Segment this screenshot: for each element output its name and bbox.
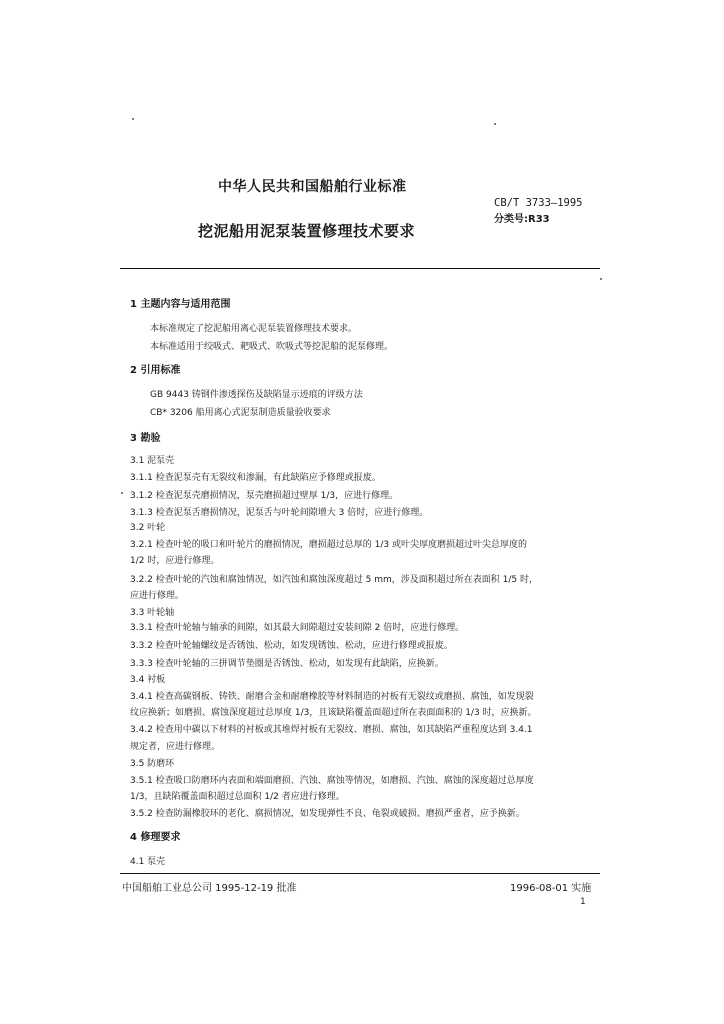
scan-speck [600,278,602,280]
approval-line: 中国船舶工业总公司 1995-12-19 批准 [122,883,297,894]
clause-text: 3.4.2 检查用中碳以下材料的衬板或其堆焊衬板有无裂纹、磨损、腐蚀，如其缺陷严重程度达到 3.4.1 [130,725,533,735]
scan-speck [121,492,123,494]
section-4-heading: 4 修理要求 [130,832,181,843]
standard-code: CB/T 3733—1995 [494,197,583,209]
reference-item: CB* 3206 船用离心式泥泵制造质量验收要求 [150,408,331,418]
section-3-heading: 3 勘验 [130,433,161,444]
clause-text: 3.5.2 检查防漏橡胶环的老化、腐损情况，如发现弹性不良、龟裂或破损、磨损严重者，应予换新。 [130,809,525,819]
clause-text: 3.5.1 检查吸口防磨环内表面和端面磨损、汽蚀、腐蚀等情况，如磨损、汽蚀、腐蚀的深度超过总厚度 [130,776,534,786]
subsection-heading: 3.5 防磨环 [130,759,175,769]
clause-text: 应进行修理。 [130,591,185,601]
reference-item: GB 9443 铸钢件渗透探伤及缺陷显示迹痕的评级方法 [150,390,363,400]
document-title: 挖泥船用泥泵装置修理技术要求 [198,222,416,240]
scan-speck [132,118,134,120]
clause-text: 纹应换新；如磨损、腐蚀深度超过总厚度 1/3，且该缺陷覆盖面超过所在表面面积的 1/3 时，应换新。 [130,708,537,718]
clause-text: 3.1.3 检查泥泵舌磨损情况，泥泵舌与叶轮间隙增大 3 倍时，应进行修理。 [130,508,429,518]
clause-text: 3.3.2 检查叶轮轴螺纹是否锈蚀、松动，如发现锈蚀、松动，应进行修理或报废。 [130,641,453,651]
clause-text: 3.4.1 检查高碳钢板、铸铁、耐磨合金和耐磨橡胶等材料制造的衬板有无裂纹或磨损、腐蚀，如发现裂 [130,692,534,702]
clause-text: 3.3.3 检查叶轮轴的三拼调节垫圈是否锈蚀、松动，如发现有此缺陷，应换新。 [130,659,444,669]
clause-text: 规定者，应进行修理。 [130,742,221,752]
clause-text: 3.2.2 检查叶轮的汽蚀和腐蚀情况，如汽蚀和腐蚀深度超过 5 mm，涉及面积超过所在表面积 1/5 时， [130,575,538,585]
clause-text: 1/3，且缺陷覆盖面积超过总面积 1/2 者应进行修理。 [130,792,345,802]
section-2-heading: 2 引用标准 [130,365,181,376]
subsection-heading: 3.2 叶轮 [130,523,166,533]
clause-text: 3.2.1 检查叶轮的吸口和叶轮片的磨损情况，磨损超过总厚的 1/3 或叶尖厚度磨损超过叶尖总厚度的 [130,540,527,550]
subsection-heading: 3.3 叶轮轴 [130,608,175,618]
section-1-heading: 1 主题内容与适用范围 [130,299,231,310]
implementation-date: 1996-08-01 实施 [510,883,592,894]
clause-text: 1/2 时，应进行修理。 [130,556,220,566]
section-1-paragraph: 本标准规定了挖泥船用离心泥泵装置修理技术要求。 [150,324,358,334]
classification-number: 分类号:R33 [494,214,550,225]
section-1-paragraph: 本标准适用于绞吸式、耙吸式、吹吸式等挖泥船的泥泵修理。 [150,342,394,352]
header-divider [120,268,600,269]
subsection-heading: 4.1 泵壳 [130,857,166,867]
clause-text: 3.1.2 检查泥泵壳磨损情况，泵壳磨损超过壁厚 1/3，应进行修理。 [130,491,399,501]
scan-speck [494,123,496,125]
clause-text: 3.1.1 检查泥泵壳有无裂纹和渗漏，有此缺陷应予修理或报废。 [130,473,381,483]
page-number: 1 [580,897,586,907]
footer-divider [120,873,600,874]
clause-text: 3.3.1 检查叶轮轴与轴承的间隙，如其最大间隙超过安装间隙 2 倍时，应进行修理。 [130,623,465,633]
industry-standard-title: 中华人民共和国船舶行业标准 [218,179,407,195]
subsection-heading: 3.4 衬板 [130,675,166,685]
subsection-heading: 3.1 泥泵壳 [130,456,175,466]
